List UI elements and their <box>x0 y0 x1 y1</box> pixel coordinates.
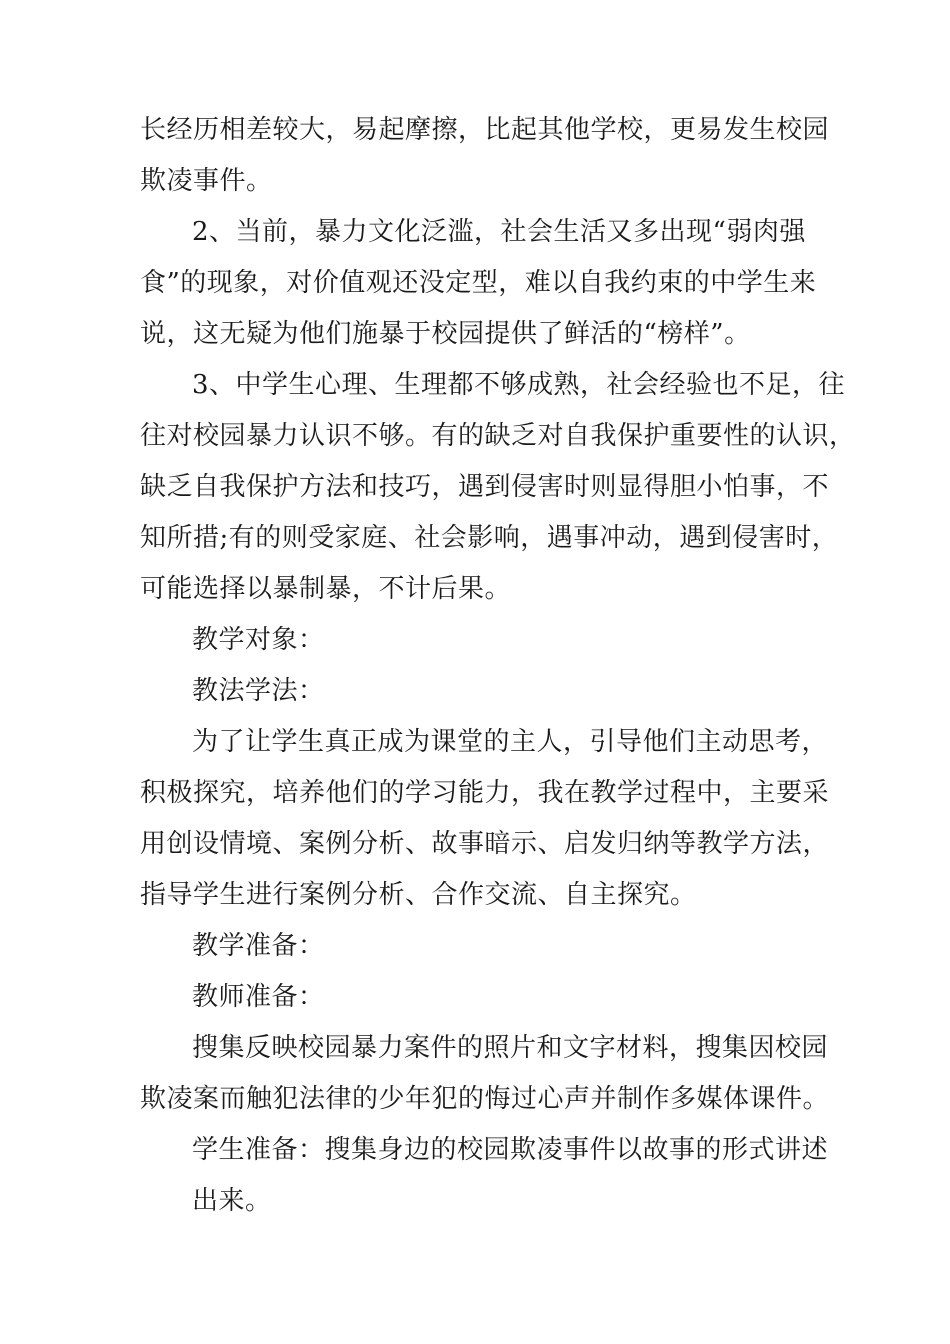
heading-teaching-method <box>140 666 830 717</box>
text-line: 说，这无疑为他们施暴于校园提供了鲜活的“榜样”。 <box>140 319 751 349</box>
text-line: 3、中学生心理、生理都不够成熟，社会经验也不足，往 <box>192 370 846 400</box>
text-line: 知所措;有的则受家庭、社会影响，遇事冲动，遇到侵害时， <box>140 523 839 553</box>
text-line: 往对校园暴力认识不够。有的缺乏对自我保护重要性的认识， <box>140 421 856 451</box>
text-line: 可能选择以暴制暴，不计后果。 <box>140 574 512 604</box>
text-line: 教学准备： <box>192 931 325 961</box>
text-line: 为了让学生真正成为课堂的主人，引导他们主动思考， <box>192 727 829 757</box>
text-line: 教学对象： <box>192 625 325 655</box>
paragraph-student-prep <box>140 1125 830 1227</box>
text-line: 长经历相差较大，易起摩擦，比起其他学校，更易发生校园 <box>140 115 830 145</box>
text-line: 搜集反映校园暴力案件的照片和文字材料，搜集因校园 <box>192 1033 829 1063</box>
document-body <box>140 105 856 1227</box>
text-line: 欺凌事件。 <box>140 166 273 196</box>
paragraph-reason-2 <box>140 207 830 360</box>
text-line: 2、当前，暴力文化泛滥，社会生活又多出现“弱肉强 <box>192 217 806 247</box>
text-line: 教师准备： <box>192 982 325 1012</box>
text-line: 用创设情境、案例分析、故事暗示、启发归纳等教学方法， <box>140 829 830 859</box>
text-line: 学生准备：搜集身边的校园欺凌事件以故事的形式讲述 <box>192 1135 829 1165</box>
heading-teacher-prep <box>140 972 830 1023</box>
paragraph-reason-3 <box>140 360 856 615</box>
text-line: 缺乏自我保护方法和技巧，遇到侵害时则显得胆小怕事，不 <box>140 472 830 502</box>
text-line: 欺凌案而触犯法律的少年犯的悔过心声并制作多媒体课件。 <box>140 1084 830 1114</box>
text-line: 教法学法： <box>192 676 325 706</box>
paragraph-continuation <box>140 105 830 207</box>
text-line: 指导学生进行案例分析、合作交流、自主探究。 <box>140 880 697 910</box>
text-line: 积极探究，培养他们的学习能力，我在教学过程中，主要采 <box>140 778 830 808</box>
heading-teaching-prep <box>140 921 830 972</box>
text-line: 出来。 <box>192 1186 272 1216</box>
paragraph-teacher-prep-body <box>140 1023 830 1125</box>
heading-teaching-object <box>140 615 830 666</box>
paragraph-method-body <box>140 717 830 921</box>
text-line: 食”的现象，对价值观还没定型，难以自我约束的中学生来 <box>140 268 817 298</box>
